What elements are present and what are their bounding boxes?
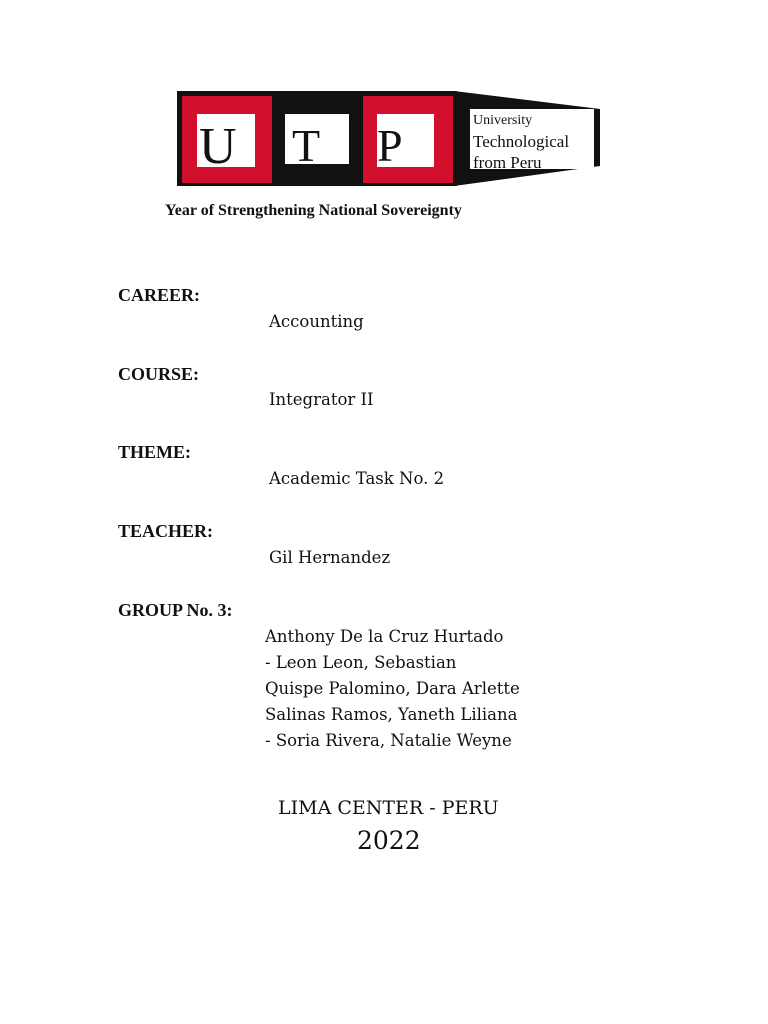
logo-line-from-peru: from Peru bbox=[473, 153, 542, 172]
utp-logo bbox=[177, 91, 602, 186]
year: 2022 bbox=[357, 826, 421, 855]
group-member: - Leon Leon, Sebastian bbox=[265, 653, 457, 672]
group-member: Quispe Palomino, Dara Arlette bbox=[265, 679, 520, 698]
logo-letter-p: P bbox=[377, 120, 403, 171]
logo-letter-t: T bbox=[292, 120, 321, 171]
logo-letter-u: U bbox=[199, 118, 237, 175]
logo-line-university: University bbox=[473, 113, 533, 128]
course-label: COURSE: bbox=[118, 364, 200, 384]
logo-line-technological: Technological bbox=[473, 132, 570, 151]
career-label: CAREER: bbox=[118, 285, 201, 305]
group-label: GROUP No. 3: bbox=[118, 600, 233, 620]
teacher-value: Gil Hernandez bbox=[269, 548, 391, 567]
group-member: - Soria Rivera, Natalie Weyne bbox=[265, 731, 512, 750]
teacher-label: TEACHER: bbox=[118, 521, 214, 541]
group-member: Anthony De la Cruz Hurtado bbox=[265, 627, 504, 646]
motto: Year of Strengthening National Sovereignty bbox=[165, 202, 462, 219]
group-member: Salinas Ramos, Yaneth Liliana bbox=[265, 705, 518, 724]
career-value: Accounting bbox=[269, 312, 364, 331]
city: LIMA CENTER - PERU bbox=[278, 797, 499, 819]
theme-value: Academic Task No. 2 bbox=[269, 469, 445, 488]
course-value: Integrator II bbox=[269, 390, 374, 409]
theme-label: THEME: bbox=[118, 442, 192, 462]
